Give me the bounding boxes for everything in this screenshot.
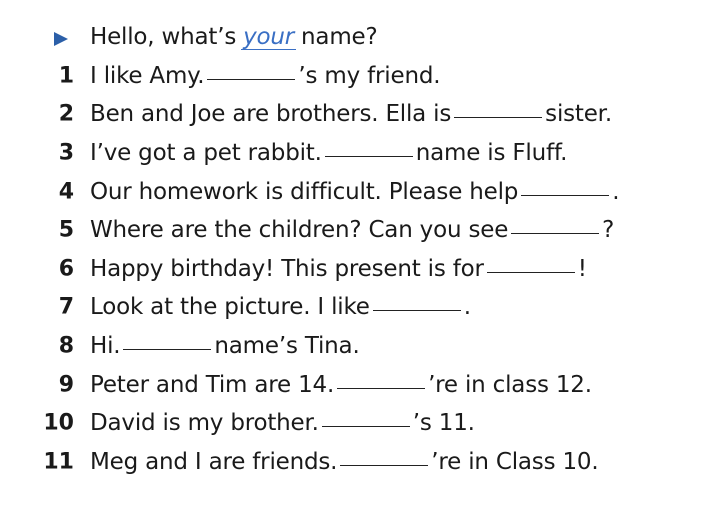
item-sentence: [90, 294, 471, 320]
example-text-before: Hello, what’s: [90, 24, 237, 51]
item-text-after: ’s 11.: [412, 410, 475, 437]
item-text-after: name is Fluff.: [415, 140, 568, 167]
item-text-after: ?: [602, 217, 615, 244]
item-number: 8: [58, 333, 74, 359]
item-text-before: I’ve got a pet rabbit.: [90, 140, 322, 167]
exercise-item-2: [0, 95, 716, 134]
answer-blank[interactable]: [511, 232, 599, 234]
exercise-item-5: [0, 211, 716, 250]
item-number: 7: [58, 294, 74, 320]
item-text-after: sister.: [545, 101, 612, 128]
item-text-after: ’s my friend.: [298, 62, 441, 89]
item-sentence: [90, 449, 598, 475]
exercise-item-10: [0, 404, 716, 443]
exercise-item-7: [0, 288, 716, 327]
item-text-before: Ben and Joe are brothers. Ella is: [90, 101, 452, 128]
example-row: [0, 18, 716, 57]
item-sentence: [90, 101, 612, 127]
example-text-after: name?: [301, 24, 378, 51]
item-sentence: [90, 179, 619, 205]
answer-blank[interactable]: [454, 116, 542, 118]
item-text-after: .: [612, 178, 620, 205]
item-text-after: .: [463, 294, 471, 321]
item-text-before: Peter and Tim are 14.: [90, 371, 335, 398]
item-sentence: [90, 256, 587, 282]
answer-blank[interactable]: [373, 309, 461, 311]
example-sentence: [90, 24, 377, 50]
exercise-item-6: [0, 250, 716, 289]
item-sentence: [90, 140, 567, 166]
item-number: 11: [43, 449, 74, 475]
item-text-before: Hi.: [90, 333, 121, 360]
exercise-item-4: [0, 172, 716, 211]
item-sentence: [90, 217, 614, 243]
exercise-item-8: [0, 327, 716, 366]
example-answer: your: [243, 24, 295, 51]
exercise-item-9: [0, 365, 716, 404]
item-number: 10: [43, 410, 74, 436]
answer-blank[interactable]: [207, 78, 295, 80]
item-number: 6: [58, 256, 74, 282]
item-number: 5: [58, 217, 74, 243]
answer-blank[interactable]: [521, 194, 609, 196]
item-text-before: Happy birthday! This present is for: [90, 255, 484, 282]
answer-blank[interactable]: [123, 348, 211, 350]
exercise-item-3: [0, 134, 716, 173]
item-number: 3: [58, 140, 74, 166]
play-triangle-icon: [52, 28, 70, 46]
item-number: 1: [58, 63, 74, 89]
item-text-before: Our homework is difficult. Please help: [90, 178, 519, 205]
item-sentence: [90, 372, 592, 398]
item-sentence: [90, 410, 475, 436]
answer-blank[interactable]: [325, 155, 413, 157]
item-sentence: [90, 333, 360, 359]
item-text-before: Meg and I are friends.: [90, 448, 338, 475]
item-text-before: David is my brother.: [90, 410, 319, 437]
answer-blank[interactable]: [340, 464, 428, 466]
answer-blank[interactable]: [322, 425, 410, 427]
item-number: 9: [58, 372, 74, 398]
item-sentence: [90, 63, 440, 89]
item-text-after: ’re in Class 10.: [431, 448, 599, 475]
exercise-item-11: [0, 443, 716, 482]
exercise-item-1: [0, 57, 716, 96]
item-text-before: Where are the children? Can you see: [90, 217, 509, 244]
answer-blank[interactable]: [337, 387, 425, 389]
item-text-after: !: [577, 255, 587, 282]
item-text-before: I like Amy.: [90, 62, 205, 89]
item-number: 2: [58, 101, 74, 127]
item-text-after: ’re in class 12.: [428, 371, 592, 398]
item-text-before: Look at the picture. I like: [90, 294, 370, 321]
item-text-after: name’s Tina.: [214, 333, 360, 360]
item-number: 4: [58, 179, 74, 205]
answer-blank[interactable]: [487, 271, 575, 273]
exercise-list: [0, 18, 716, 481]
